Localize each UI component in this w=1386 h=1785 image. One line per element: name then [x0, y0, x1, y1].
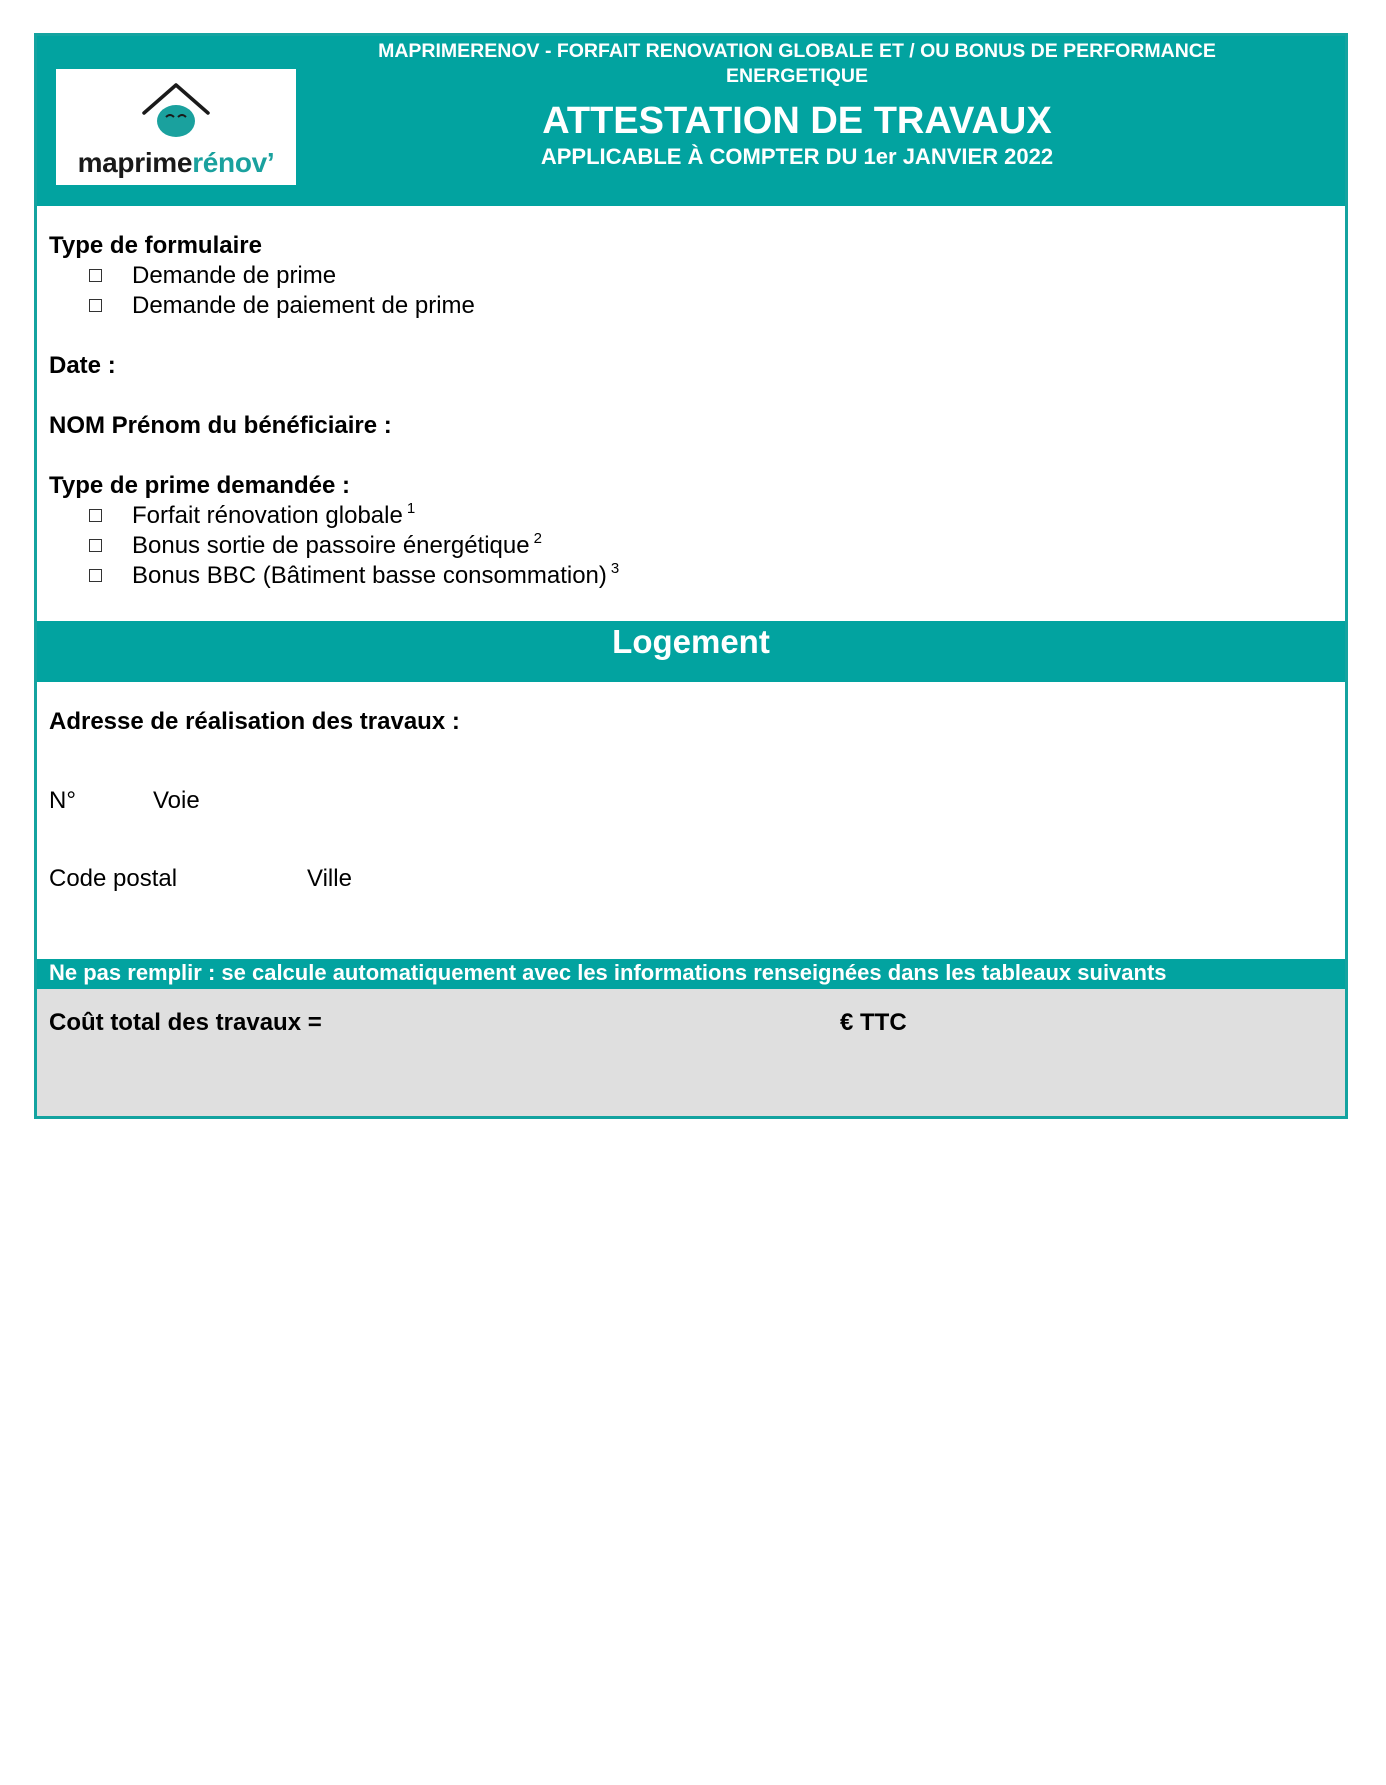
option-label: Demande de paiement de prime: [132, 292, 475, 319]
attestation-form: [34, 33, 1348, 1119]
option-label: Bonus BBC (Bâtiment basse consommation): [132, 562, 607, 589]
city-label: Ville: [307, 865, 352, 892]
total-cost-label: Coût total des travaux =: [49, 1009, 322, 1036]
form-type-option-2[interactable]: [89, 292, 475, 320]
footnote-ref: 1: [406, 500, 416, 517]
option-label: Bonus sortie de passoire énergétique: [132, 532, 530, 559]
address-label: Adresse de réalisation des travaux :: [49, 708, 460, 735]
house-logo-icon: [130, 77, 222, 139]
checkbox-icon[interactable]: [89, 539, 102, 552]
page-subtitle: APPLICABLE À COMPTER DU 1er JANVIER 2022: [540, 144, 1054, 169]
date-label: Date :: [49, 352, 116, 379]
prime-type-label: Type de prime demandée :: [49, 472, 350, 499]
program-title-line-2: ENERGETIQUE: [726, 65, 868, 87]
prime-option-3[interactable]: [89, 562, 619, 590]
program-title: [307, 39, 1287, 89]
beneficiary-name-label: NOM Prénom du bénéficiaire :: [49, 412, 392, 439]
total-cost-currency: € TTC: [840, 1009, 907, 1036]
total-cost-box: [37, 989, 1345, 1116]
postal-code-label: Code postal: [49, 865, 178, 892]
logement-section-title: Logement: [37, 621, 1345, 682]
page-title: ATTESTATION DE TRAVAUX: [542, 100, 1052, 142]
auto-calc-note: Ne pas remplir : se calcule automatiquement avec les informations renseignées dans les tableaux suivants: [37, 959, 1345, 989]
footnote-ref: 3: [610, 560, 620, 577]
checkbox-icon[interactable]: [89, 509, 102, 522]
logo-text-dark: maprime: [77, 147, 193, 178]
street-number-label: N°: [49, 787, 76, 814]
logo-text-accent: rénov’: [192, 147, 275, 178]
prime-option-1[interactable]: [89, 502, 415, 530]
checkbox-icon[interactable]: [89, 299, 102, 312]
option-label: Forfait rénovation globale: [132, 502, 403, 529]
street-name-label: Voie: [153, 787, 200, 814]
prime-option-2[interactable]: [89, 532, 542, 560]
checkbox-icon[interactable]: [89, 269, 102, 282]
footnote-ref: 2: [533, 530, 542, 547]
checkbox-icon[interactable]: [89, 569, 102, 582]
option-label: Demande de prime: [132, 262, 337, 289]
logo-wordmark: [56, 147, 296, 179]
maprimerenov-logo: [56, 69, 296, 185]
form-type-option-1[interactable]: [89, 262, 336, 290]
form-type-label: Type de formulaire: [49, 232, 262, 259]
form-header: [37, 36, 1345, 206]
program-title-line-1: MAPRIMERENOV - FORFAIT RENOVATION GLOBALE ET / OU BONUS DE PERFORMANCE: [378, 40, 1216, 62]
